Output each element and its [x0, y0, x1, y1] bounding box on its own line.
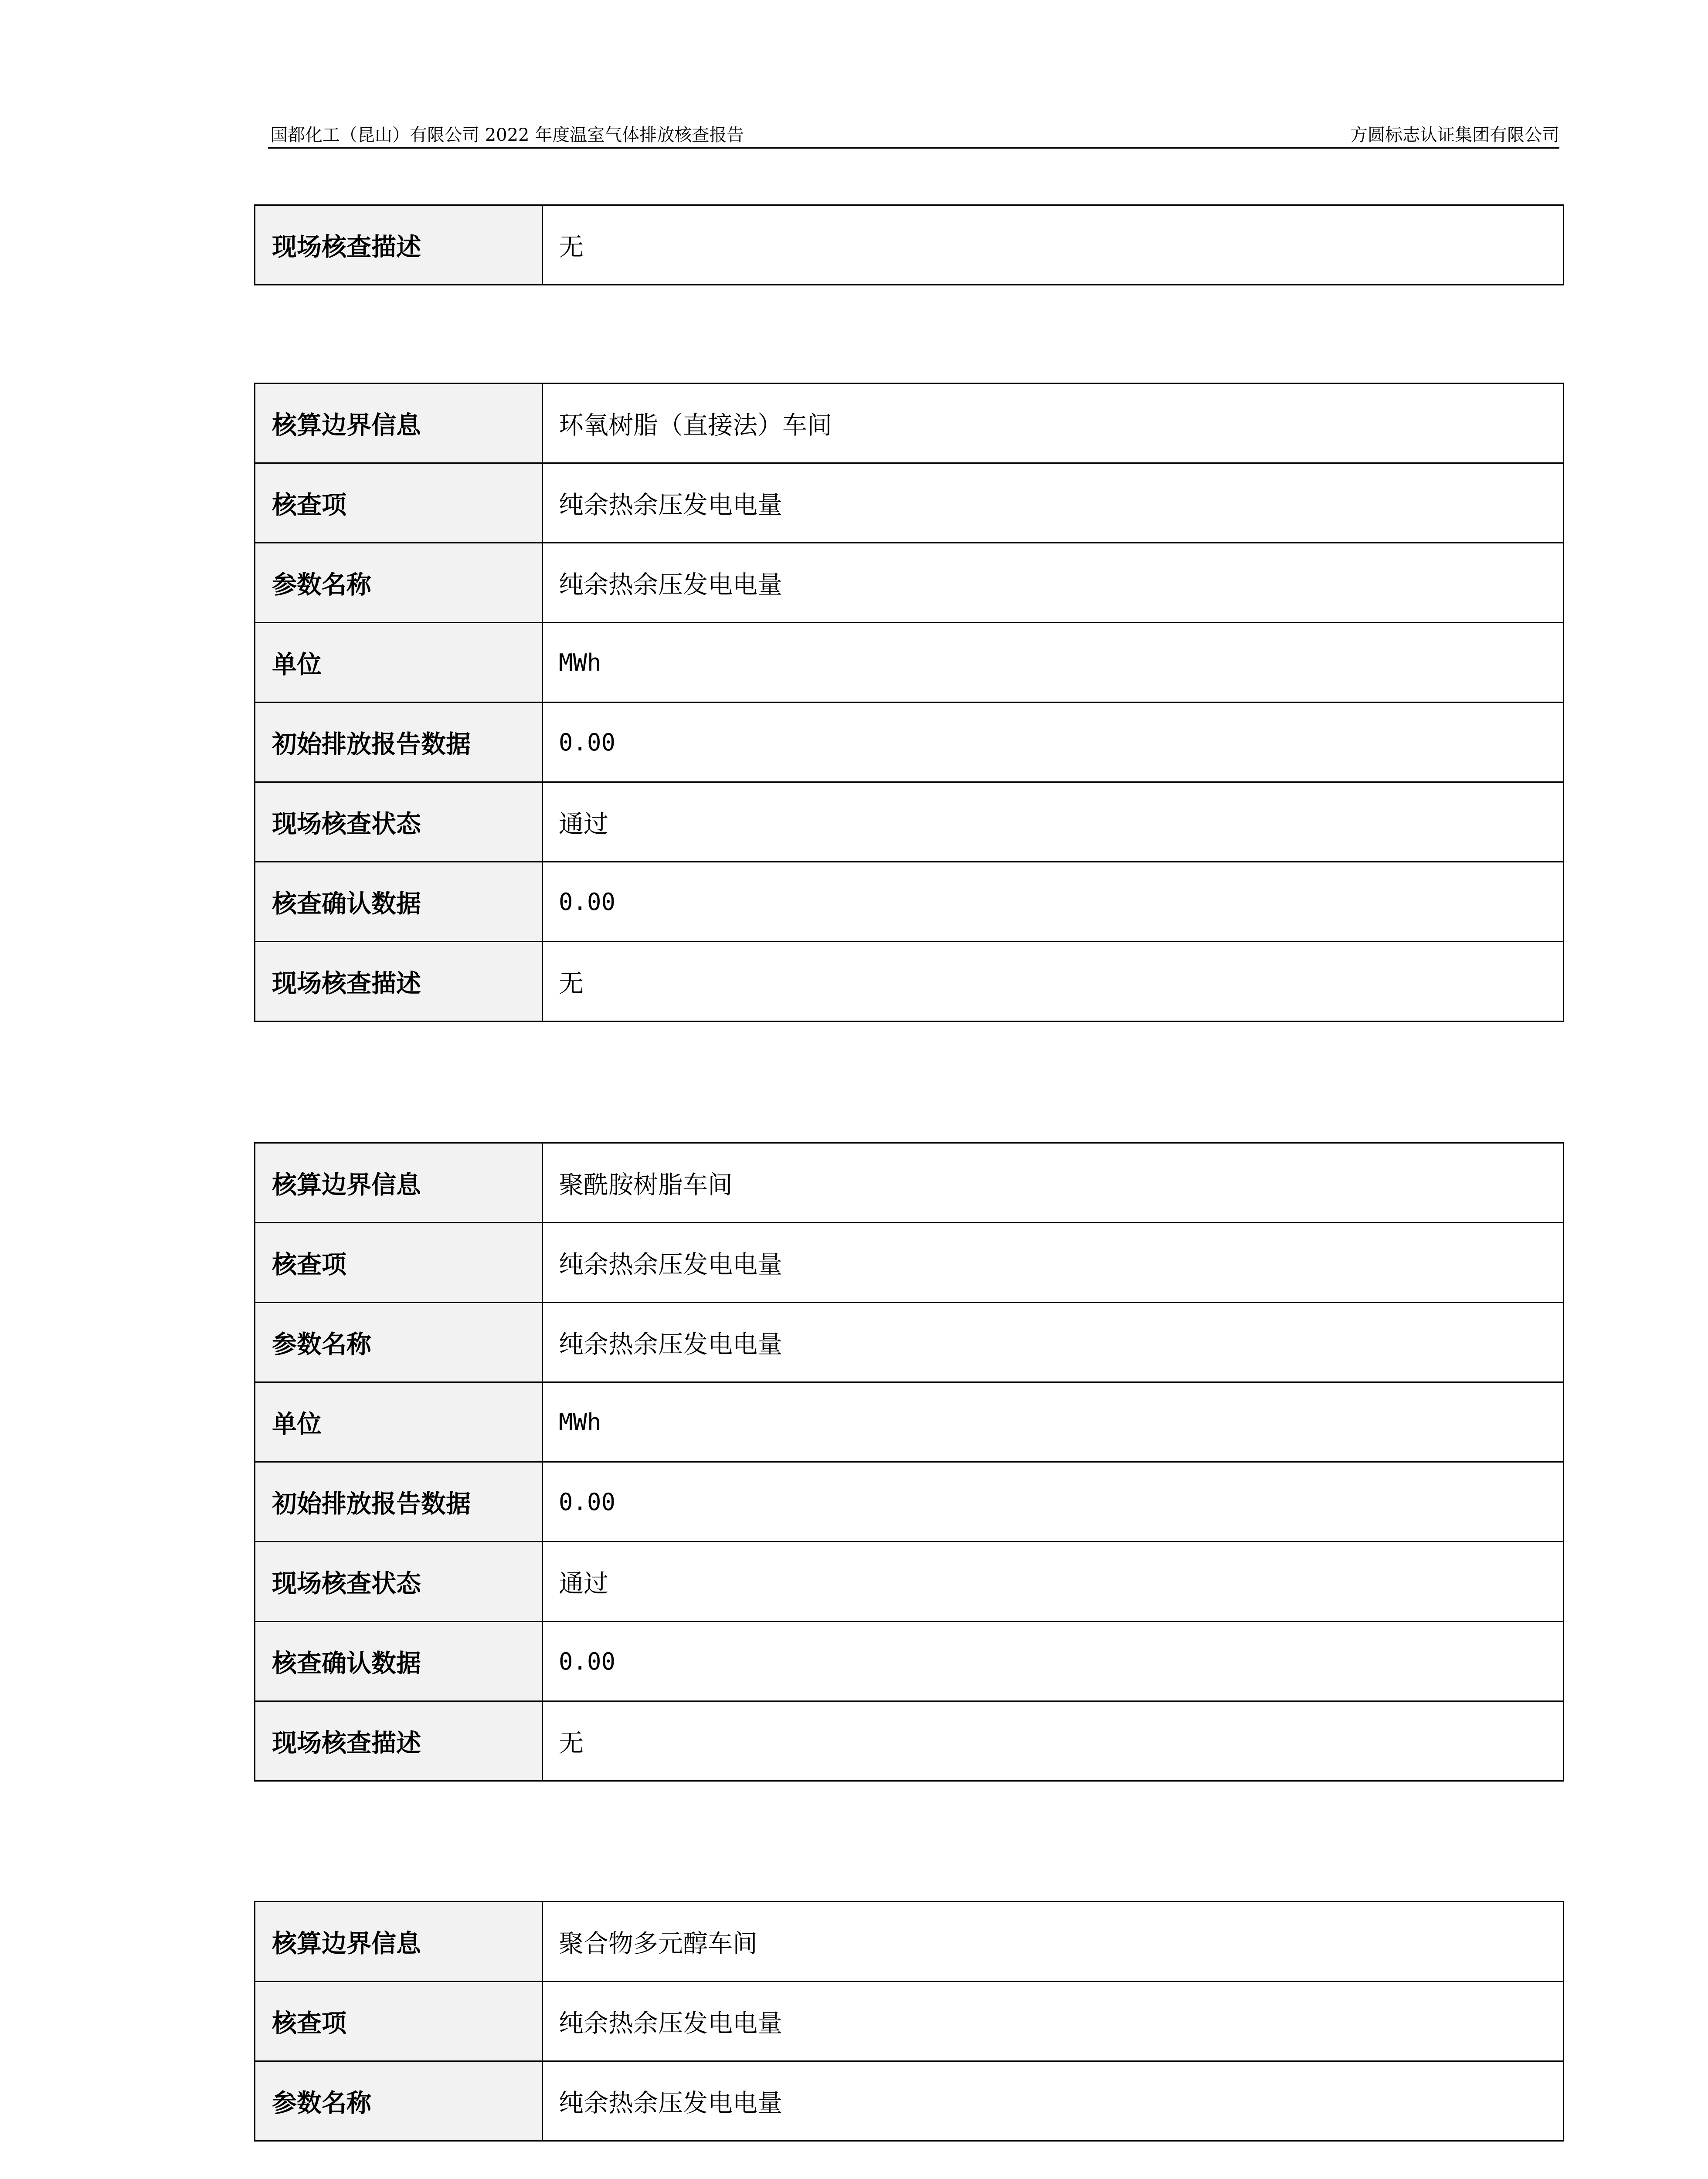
table-row	[255, 623, 1564, 703]
row-value: 0.00	[543, 1622, 1564, 1701]
row-label: 参数名称	[255, 2061, 543, 2141]
table-row	[255, 1382, 1564, 1462]
row-value: MWh	[543, 1382, 1564, 1462]
table-row	[255, 1462, 1564, 1542]
row-value: 纯余热余压发电电量	[543, 1223, 1564, 1303]
row-value: 纯余热余压发电电量	[543, 2061, 1564, 2141]
row-value: 聚酰胺树脂车间	[543, 1143, 1564, 1223]
table-row	[255, 2061, 1564, 2141]
row-label: 核查项	[255, 463, 543, 543]
table-row	[255, 862, 1564, 942]
row-value: 通过	[543, 782, 1564, 862]
row-value: 0.00	[543, 862, 1564, 942]
page-header	[270, 121, 1559, 149]
row-label: 核算边界信息	[255, 384, 543, 463]
header-report-title: 国都化工（昆山）有限公司 2022 年度温室气体排放核查报告	[270, 125, 744, 145]
row-label: 参数名称	[255, 1303, 543, 1382]
row-value: 无	[543, 205, 1564, 285]
row-label: 现场核查描述	[255, 942, 543, 1022]
row-label: 初始排放报告数据	[255, 1462, 543, 1542]
row-label: 现场核查状态	[255, 782, 543, 862]
table-row	[255, 1902, 1564, 1982]
table-row	[255, 543, 1564, 623]
row-value: MWh	[543, 623, 1564, 703]
table-row	[255, 782, 1564, 862]
row-label: 单位	[255, 1382, 543, 1462]
table-row	[255, 1622, 1564, 1701]
row-value: 聚合物多元醇车间	[543, 1902, 1564, 1982]
table-row	[255, 942, 1564, 1022]
verification-table-3	[254, 1142, 1564, 1782]
row-label: 现场核查状态	[255, 1542, 543, 1622]
table-row	[255, 205, 1564, 285]
row-value: 纯余热余压发电电量	[543, 1982, 1564, 2061]
row-label: 现场核查描述	[255, 1701, 543, 1781]
table-row	[255, 1143, 1564, 1223]
row-label: 现场核查描述	[255, 205, 543, 285]
table-row	[255, 463, 1564, 543]
row-label: 核查项	[255, 1223, 543, 1303]
row-label: 初始排放报告数据	[255, 703, 543, 782]
row-label: 核算边界信息	[255, 1902, 543, 1982]
verification-table-4	[254, 1901, 1564, 2142]
row-label: 核查项	[255, 1982, 543, 2061]
table-row	[255, 1303, 1564, 1382]
table-row	[255, 1223, 1564, 1303]
row-label: 核查确认数据	[255, 1622, 543, 1701]
row-label: 参数名称	[255, 543, 543, 623]
table-row	[255, 1982, 1564, 2061]
row-value: 纯余热余压发电电量	[543, 543, 1564, 623]
row-value: 纯余热余压发电电量	[543, 1303, 1564, 1382]
row-value: 0.00	[543, 703, 1564, 782]
row-label: 核查确认数据	[255, 862, 543, 942]
row-value: 环氧树脂（直接法）车间	[543, 384, 1564, 463]
table-row	[255, 703, 1564, 782]
row-value: 0.00	[543, 1462, 1564, 1542]
verification-table-2	[254, 383, 1564, 1022]
row-value: 无	[543, 1701, 1564, 1781]
header-divider	[268, 147, 1559, 149]
table-row	[255, 1542, 1564, 1622]
header-organization: 方圆标志认证集团有限公司	[1350, 125, 1559, 145]
table-row	[255, 384, 1564, 463]
verification-table-1	[254, 204, 1564, 285]
row-label: 核算边界信息	[255, 1143, 543, 1223]
row-label: 单位	[255, 623, 543, 703]
row-value: 无	[543, 942, 1564, 1022]
row-value: 通过	[543, 1542, 1564, 1622]
table-row	[255, 1701, 1564, 1781]
row-value: 纯余热余压发电电量	[543, 463, 1564, 543]
